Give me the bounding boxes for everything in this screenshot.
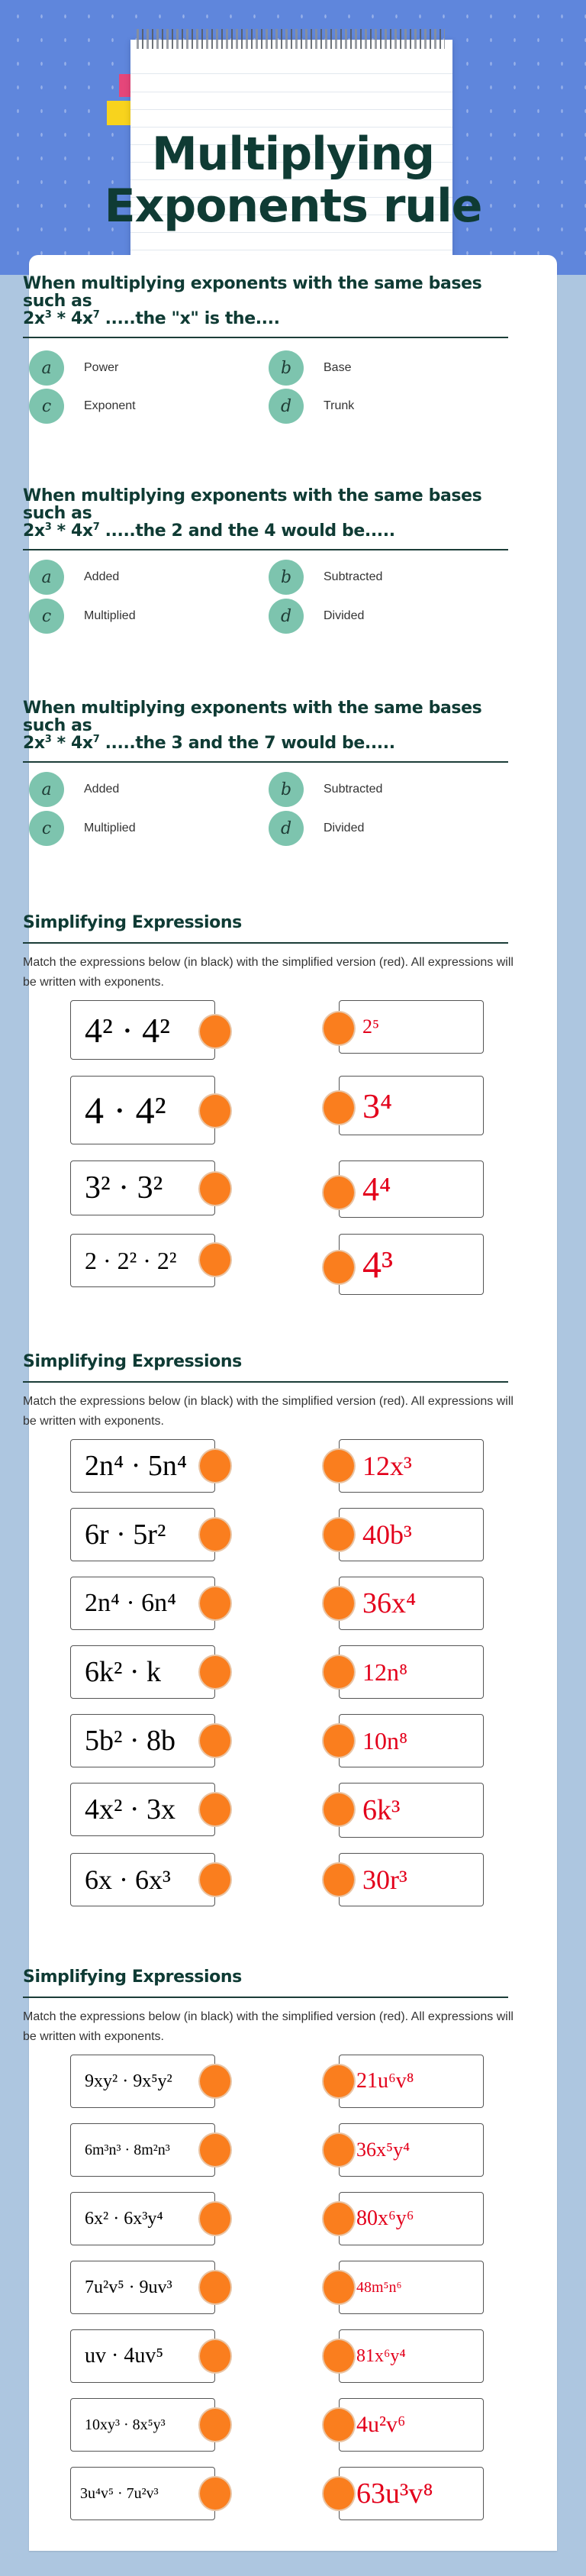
match-right-item[interactable]: 12x³ — [339, 1439, 484, 1493]
match-right-item[interactable]: 10n⁸ — [339, 1714, 484, 1767]
divider — [23, 942, 508, 944]
option-letter-badge: d — [269, 389, 304, 424]
match-left-item[interactable]: 6m³n³ · 8m²n³ — [70, 2123, 215, 2177]
connector-dot[interactable] — [322, 1723, 356, 1758]
section-title: Simplifying Expressions — [23, 1352, 242, 1371]
question-text: When multiplying exponents with the same bases such as $2x^3 * 4x^7$ .....the 3 and the 7 would be..... — [23, 699, 482, 753]
option-d[interactable]: d Divided — [269, 811, 364, 846]
connector-dot[interactable] — [198, 2064, 232, 2099]
option-c[interactable]: c Exponent — [29, 389, 136, 424]
connector-dot[interactable] — [322, 2201, 356, 2236]
option-c[interactable]: c Multiplied — [29, 599, 136, 634]
option-a[interactable]: a Added — [29, 560, 119, 595]
connector-dot[interactable] — [322, 1792, 356, 1827]
match-left-item[interactable]: 3u⁴v⁵ · 7u²v³ — [70, 2467, 215, 2520]
match-right-item[interactable]: 36x⁴ — [339, 1577, 484, 1630]
match-left-item[interactable]: 2 · 2² · 2² — [70, 1234, 215, 1287]
connector-dot[interactable] — [198, 1448, 232, 1483]
connector-dot[interactable] — [198, 2270, 232, 2305]
instructions: Match the expressions below (in black) with the simplified version (red). All expressions will be written with exponents. — [23, 956, 514, 989]
option-a[interactable]: a Added — [29, 772, 119, 807]
match-right-item[interactable]: 6k³ — [339, 1783, 484, 1838]
match-left-item[interactable]: 6x² · 6x³y⁴ — [70, 2192, 215, 2245]
match-right-item[interactable]: 21u⁶v⁸ — [339, 2055, 484, 2108]
match-left-item[interactable]: 9xy² · 9x⁵y² — [70, 2055, 215, 2108]
match-left-item[interactable]: 2n⁴ · 6n⁴ — [70, 1577, 215, 1630]
match-left-item[interactable]: 5b² · 8b — [70, 1714, 215, 1767]
match-right-item[interactable]: 12n⁸ — [339, 1645, 484, 1699]
match-area — [23, 2050, 566, 2539]
connector-dot[interactable] — [198, 1242, 232, 1277]
connector-dot[interactable] — [322, 1517, 356, 1552]
connector-dot[interactable] — [198, 1723, 232, 1758]
connector-dot[interactable] — [322, 1586, 356, 1621]
option-letter-badge: a — [29, 772, 64, 807]
match-right-item[interactable]: 36x⁵y⁴ — [339, 2123, 484, 2177]
connector-dot[interactable] — [198, 1792, 232, 1827]
option-d[interactable]: d Divided — [269, 599, 364, 634]
option-letter-badge: a — [29, 560, 64, 595]
spiral-binding-icon — [137, 29, 445, 49]
connector-dot[interactable] — [322, 2270, 356, 2305]
match-right-item[interactable]: 30r³ — [339, 1853, 484, 1906]
option-letter-badge: b — [269, 772, 304, 807]
match-right-item[interactable]: 80x⁶y⁶ — [339, 2192, 484, 2245]
question-text: When multiplying exponents with the same bases such as $2x^3 * 4x^7$ .....the 2 and the 4 would be..... — [23, 486, 482, 541]
match-left-item[interactable]: 6x · 6x³ — [70, 1853, 215, 1906]
option-b[interactable]: b Base — [269, 350, 351, 386]
match-right-item[interactable]: 63u³v⁸ — [339, 2467, 484, 2520]
options-group — [23, 763, 508, 847]
notebook-tab-pink — [119, 74, 131, 97]
match-area — [23, 996, 566, 1316]
connector-dot[interactable] — [322, 1175, 356, 1210]
matching-section-1 — [23, 914, 566, 1316]
match-right-item[interactable]: 4⁴ — [339, 1160, 484, 1218]
option-letter-badge: c — [29, 811, 64, 846]
option-c[interactable]: c Multiplied — [29, 811, 136, 846]
question-text: When multiplying exponents with the same bases such as $2x^3 * 4x^7$ .....the "x" is the.... — [23, 274, 482, 328]
match-right-item[interactable]: 4u²v⁶ — [339, 2398, 484, 2452]
section-title: Simplifying Expressions — [23, 913, 242, 932]
instructions: Match the expressions below (in black) with the simplified version (red). All expressions will be written with exponents. — [23, 2010, 514, 2043]
connector-dot[interactable] — [322, 1090, 356, 1125]
connector-dot[interactable] — [198, 1654, 232, 1690]
option-letter-badge: b — [269, 560, 304, 595]
connector-dot[interactable] — [198, 2339, 232, 2374]
option-letter-badge: d — [269, 599, 304, 634]
option-b[interactable]: b Subtracted — [269, 560, 382, 595]
connector-dot[interactable] — [198, 1014, 232, 1049]
connector-dot[interactable] — [322, 1011, 356, 1046]
header-banner — [0, 0, 586, 275]
match-right-item[interactable]: 40b³ — [339, 1508, 484, 1561]
divider — [23, 1381, 508, 1383]
notebook-tab-yellow — [107, 101, 131, 125]
matching-section-2 — [23, 1353, 566, 1923]
connector-dot[interactable] — [322, 1862, 356, 1897]
option-a[interactable]: a Power — [29, 350, 118, 386]
connector-dot[interactable] — [198, 2476, 232, 2511]
page-title: Multiplying Exponents rule — [104, 128, 482, 233]
connector-dot[interactable] — [322, 1448, 356, 1483]
match-left-item[interactable]: 7u²v⁵ · 9uv³ — [70, 2261, 215, 2314]
question-3 — [23, 699, 566, 847]
match-right-item[interactable]: 48m⁵n⁶ — [339, 2261, 484, 2314]
connector-dot[interactable] — [322, 2339, 356, 2374]
match-left-item[interactable]: 10xy³ · 8x⁵y³ — [70, 2398, 215, 2452]
option-letter-badge: c — [29, 599, 64, 634]
match-right-item[interactable]: 3⁴ — [339, 1076, 484, 1135]
option-b[interactable]: b Subtracted — [269, 772, 382, 807]
option-letter-badge: b — [269, 350, 304, 386]
question-1 — [23, 275, 566, 422]
connector-dot[interactable] — [198, 1586, 232, 1621]
connector-dot[interactable] — [198, 1862, 232, 1897]
match-left-item[interactable]: 3² · 3² — [70, 1160, 215, 1215]
connector-dot[interactable] — [198, 2201, 232, 2236]
connector-dot[interactable] — [198, 1093, 232, 1128]
match-left-item[interactable]: uv · 4uv⁵ — [70, 2329, 215, 2383]
option-letter-badge: a — [29, 350, 64, 386]
connector-dot[interactable] — [198, 1517, 232, 1552]
option-letter-badge: d — [269, 811, 304, 846]
match-right-item[interactable]: 2⁵ — [339, 1000, 484, 1054]
connector-dot[interactable] — [198, 1171, 232, 1206]
match-area — [23, 1435, 566, 1923]
option-d[interactable]: d Trunk — [269, 389, 354, 424]
connector-dot[interactable] — [198, 2407, 232, 2442]
match-left-item[interactable]: 4² · 4² — [70, 1000, 215, 1060]
match-left-item[interactable]: 4x² · 3x — [70, 1783, 215, 1836]
connector-dot[interactable] — [198, 2132, 232, 2168]
matching-section-3 — [23, 1968, 566, 2539]
match-left-item[interactable]: 4 · 4² — [70, 1076, 215, 1144]
match-left-item[interactable]: 6r · 5r² — [70, 1508, 215, 1561]
match-left-item[interactable]: 2n⁴ · 5n⁴ — [70, 1439, 215, 1493]
question-2 — [23, 487, 566, 634]
connector-dot[interactable] — [322, 2132, 356, 2168]
match-right-item[interactable]: 81x⁶y⁴ — [339, 2329, 484, 2383]
option-letter-badge: c — [29, 389, 64, 424]
connector-dot[interactable] — [322, 1654, 356, 1690]
connector-dot[interactable] — [322, 2407, 356, 2442]
match-left-item[interactable]: 6k² · k — [70, 1645, 215, 1699]
connector-dot[interactable] — [322, 1250, 356, 1285]
options-group — [23, 338, 508, 422]
instructions: Match the expressions below (in black) with the simplified version (red). All expressions will be written with exponents. — [23, 1395, 514, 1428]
match-right-item[interactable]: 4³ — [339, 1234, 484, 1295]
connector-dot[interactable] — [322, 2064, 356, 2099]
options-group — [23, 550, 508, 634]
divider — [23, 1997, 508, 1998]
connector-dot[interactable] — [322, 2476, 356, 2511]
section-title: Simplifying Expressions — [23, 1968, 242, 1987]
